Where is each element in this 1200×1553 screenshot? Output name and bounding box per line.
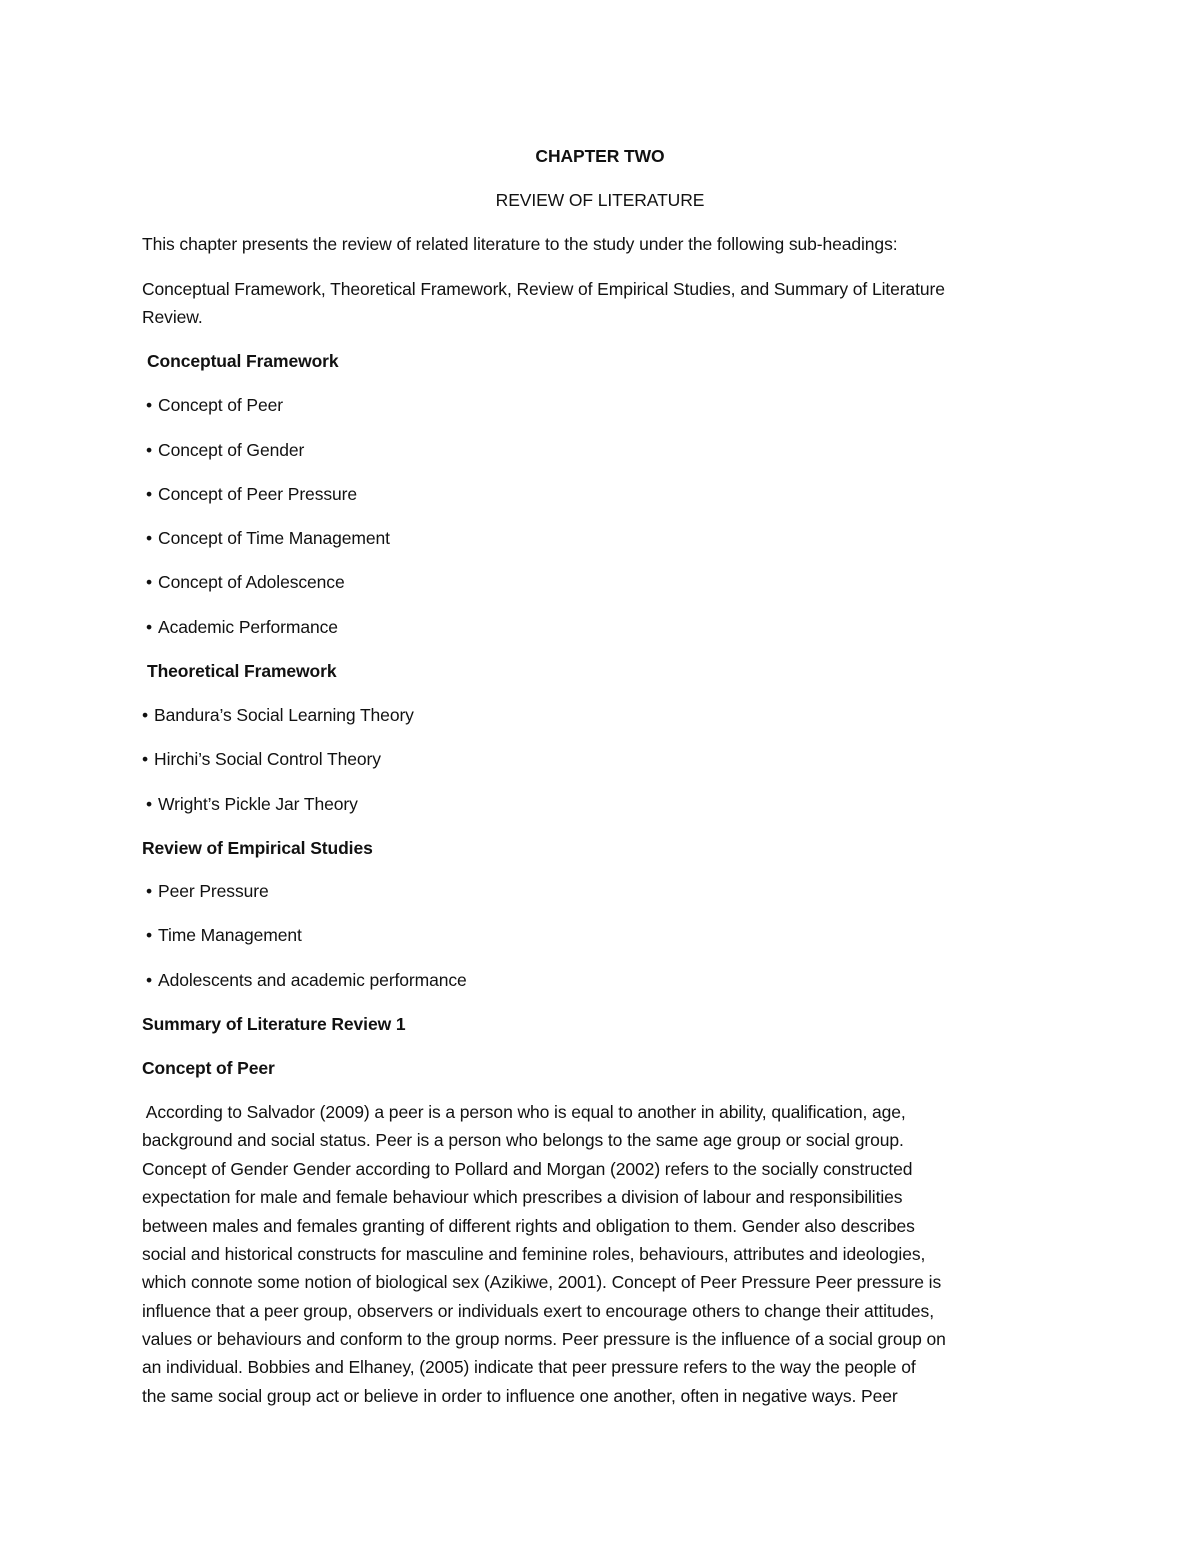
body-line: expectation for male and female behaviour which prescribes a division of labour and responsibilities — [142, 1187, 903, 1207]
list-item: • Concept of Peer Pressure — [146, 483, 357, 505]
body-line: Concept of Gender Gender according to Pollard and Morgan (2002) refers to the socially constructed — [142, 1159, 913, 1179]
list-item: • Concept of Time Management — [146, 527, 390, 549]
body-line: which connote some notion of biological sex (Azikiwe, 2001). Concept of Peer Pressure Peer pressure is — [142, 1272, 942, 1292]
list-item: • Academic Performance — [146, 616, 338, 638]
theoretical-framework-heading: Theoretical Framework — [147, 661, 337, 681]
body-line: social and historical constructs for masculine and feminine roles, behaviours, attributes and ideologies, — [142, 1244, 926, 1264]
body-line: influence that a peer group, observers or individuals exert to encourage others to change their attitudes, — [142, 1301, 934, 1321]
list-item: • Hirchi’s Social Control Theory — [142, 748, 381, 770]
list-item: • Concept of Peer — [146, 394, 283, 416]
body-line: According to Salvador (2009) a peer is a person who is equal to another in ability, qualification, age, — [142, 1102, 906, 1122]
intro-line-1: This chapter presents the review of related literature to the study under the following sub-headings: — [142, 234, 898, 254]
body-line: values or behaviours and conform to the group norms. Peer pressure is the influence of a social group on — [142, 1329, 946, 1349]
list-item: • Bandura’s Social Learning Theory — [142, 704, 414, 726]
body-line: between males and females granting of different rights and obligation to them. Gender also describes — [142, 1216, 915, 1236]
body-line: an individual. Bobbies and Elhaney, (2005) indicate that peer pressure refers to the way the people of — [142, 1357, 916, 1377]
intro-line-2: Conceptual Framework, Theoretical Framework, Review of Empirical Studies, and Summary of Literature — [142, 279, 945, 299]
concept-of-peer-heading: Concept of Peer — [142, 1058, 275, 1078]
summary-heading: Summary of Literature Review 1 — [142, 1014, 406, 1034]
body-line: the same social group act or believe in order to influence one another, often in negative ways. Peer — [142, 1386, 898, 1406]
list-item: • Wright’s Pickle Jar Theory — [146, 793, 358, 815]
list-item: • Time Management — [146, 924, 302, 946]
list-item: • Concept of Adolescence — [146, 571, 345, 593]
list-item: • Peer Pressure — [146, 880, 269, 902]
list-item: • Adolescents and academic performance — [146, 969, 467, 991]
empirical-studies-heading: Review of Empirical Studies — [142, 838, 373, 858]
list-item: • Concept of Gender — [146, 439, 304, 461]
conceptual-framework-heading: Conceptual Framework — [147, 351, 339, 371]
body-line: background and social status. Peer is a person who belongs to the same age group or social group. — [142, 1130, 904, 1150]
chapter-subtitle: REVIEW OF LITERATURE — [495, 190, 705, 210]
chapter-title: CHAPTER TWO — [535, 146, 665, 166]
intro-line-3: Review. — [142, 307, 203, 327]
